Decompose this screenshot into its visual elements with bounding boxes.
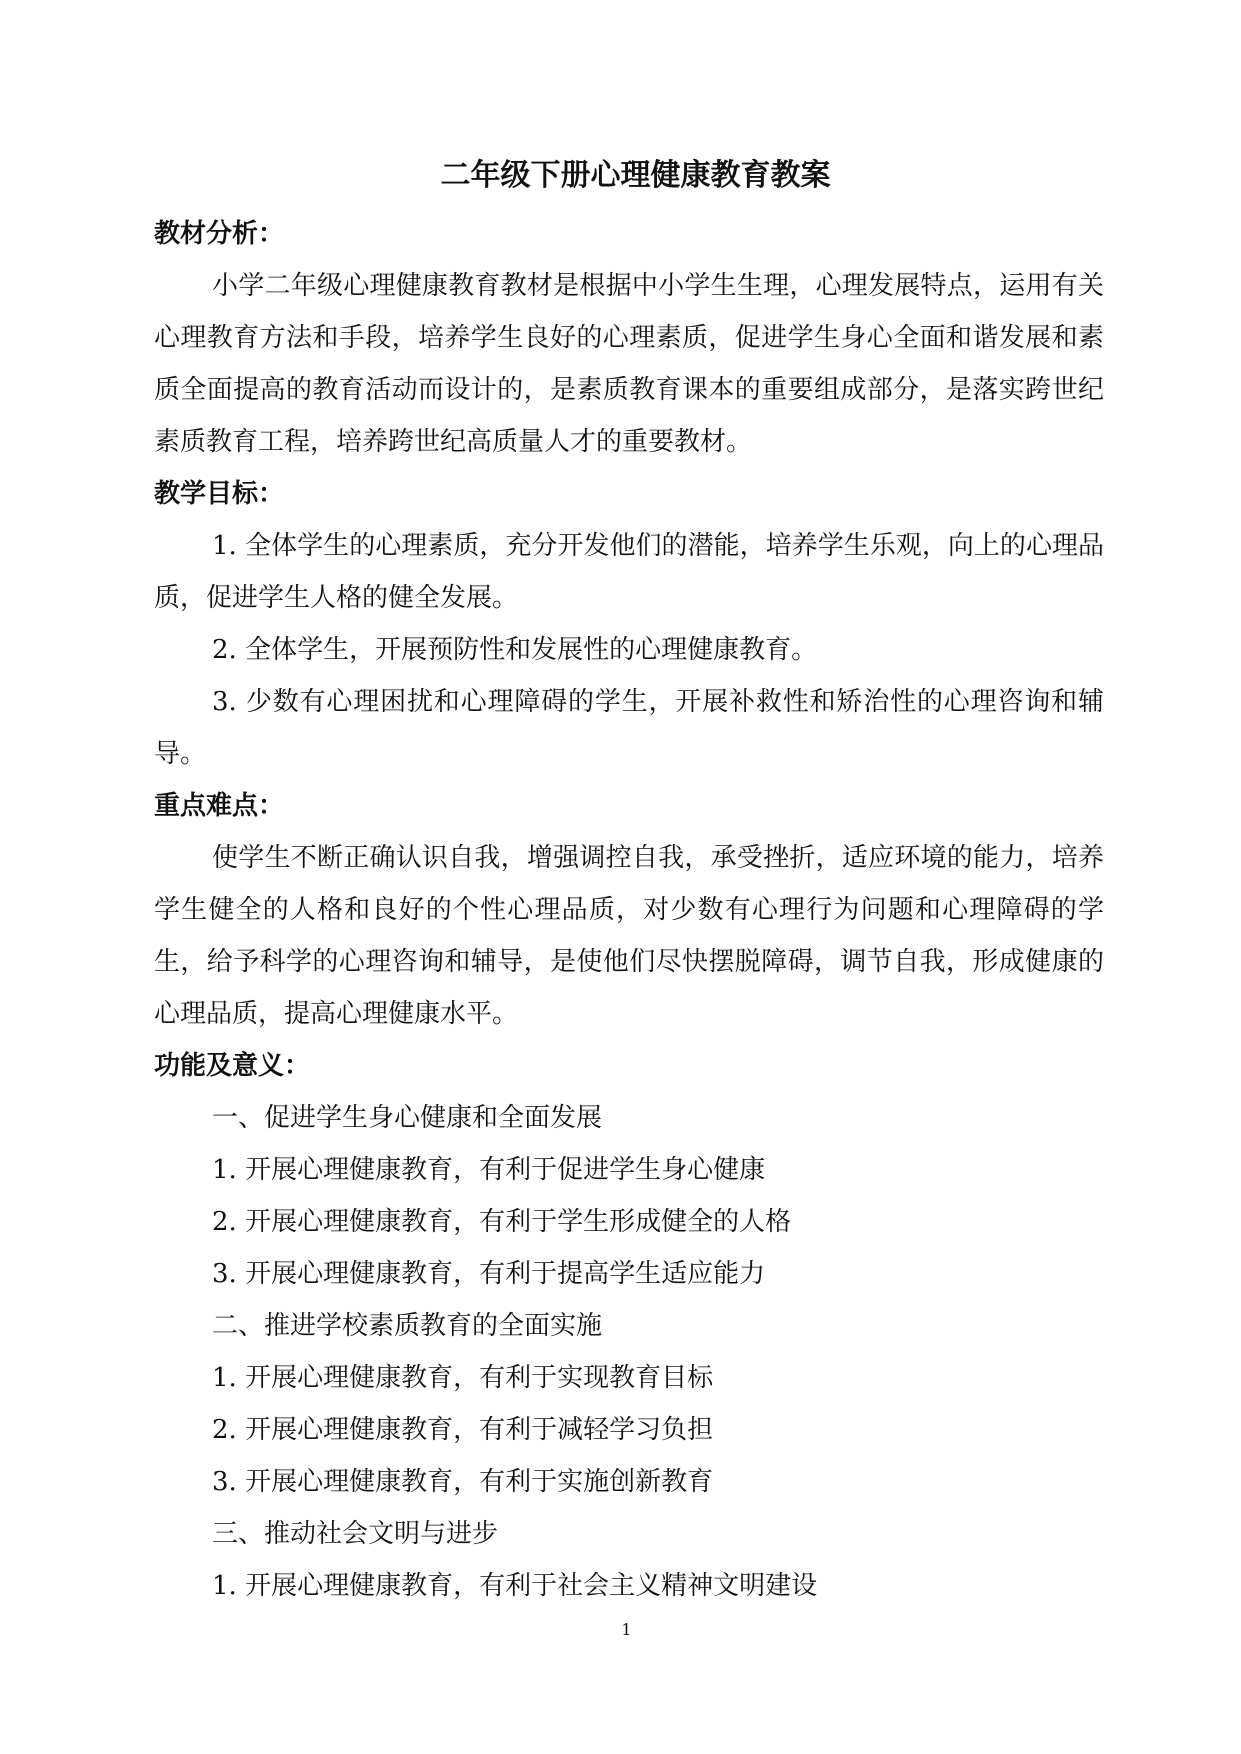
section-heading-goals: 教学目标：: [154, 479, 285, 509]
function-line: 1. 开展心理健康教育，有利于实现教育目标: [212, 1363, 714, 1393]
document-body: [154, 208, 1104, 1612]
keypoints-paragraph: 使学生不断正确认识自我，增强调控自我，承受挫折，适应环境的能力，培养学生健全的人格和良好的个性心理品质，对少数有心理行为问题和心理障碍的学生，给予科学的心理咨询和辅导，是使他们尽快摆脱障碍，调节自我，形成健康的心理品质，提高心理健康水平。: [154, 843, 1104, 1029]
function-line: 一、促进学生身心健康和全面发展: [212, 1103, 603, 1133]
function-line: 1. 开展心理健康教育，有利于社会主义精神文明建设: [212, 1571, 818, 1601]
function-line: 3. 开展心理健康教育，有利于实施创新教育: [212, 1467, 714, 1497]
function-line: 三、推动社会文明与进步: [212, 1519, 499, 1549]
section-heading-keypoints: 重点难点：: [154, 791, 285, 821]
page-number: 1: [621, 1620, 632, 1639]
document-title: 二年级下册心理健康教育教案: [440, 158, 831, 193]
function-line: 3. 开展心理健康教育，有利于提高学生适应能力: [212, 1259, 766, 1289]
section-heading-analysis: 教材分析：: [154, 219, 285, 249]
function-line: 2. 开展心理健康教育，有利于学生形成健全的人格: [212, 1207, 792, 1237]
analysis-paragraph: 小学二年级心理健康教育教材是根据中小学生生理，心理发展特点，运用有关心理教育方法和手段，培养学生良好的心理素质，促进学生身心全面和谐发展和素质全面提高的教育活动而设计的，是素质教育课本的重要组成部分，是落实跨世纪素质教育工程，培养跨世纪高质量人才的重要教材。: [154, 271, 1104, 457]
function-line: 1. 开展心理健康教育，有利于促进学生身心健康: [212, 1155, 766, 1185]
section-heading-function: 功能及意义：: [154, 1051, 311, 1081]
goal-item: 2. 全体学生，开展预防性和发展性的心理健康教育。: [212, 635, 818, 665]
goal-item: 3. 少数有心理困扰和心理障碍的学生，开展补救性和矫治性的心理咨询和辅导。: [154, 687, 1104, 769]
goal-item: 1. 全体学生的心理素质，充分开发他们的潜能，培养学生乐观，向上的心理品质，促进学生人格的健全发展。: [154, 531, 1104, 613]
function-line: 2. 开展心理健康教育，有利于减轻学习负担: [212, 1415, 714, 1445]
function-line: 二、推进学校素质教育的全面实施: [212, 1311, 603, 1341]
